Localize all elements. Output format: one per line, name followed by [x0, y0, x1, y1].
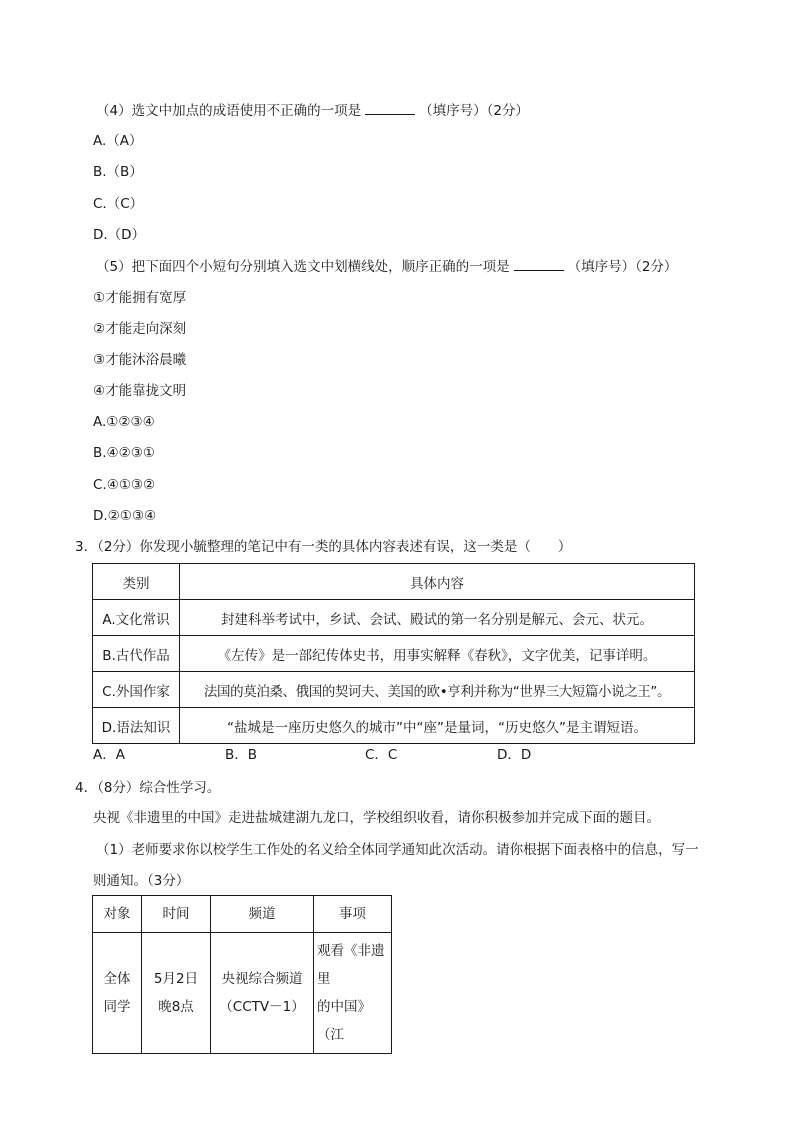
q4-intro: 央视《非遗里的中国》走进盐城建湖九龙口，学校组织收看，请你积极参加并完成下面的题目。	[93, 810, 660, 826]
q5-sentence-2: ②才能走向深刻	[93, 321, 187, 337]
cell-item	[314, 933, 392, 1054]
cell-line: 央视综合频道	[221, 971, 303, 987]
cell-line: 同学	[103, 999, 131, 1015]
header-category: 类别	[93, 564, 180, 600]
cell-line: 的中国》（江	[317, 999, 371, 1043]
q3-answer-b[interactable]: B．B	[225, 747, 258, 763]
q4-sub1-line1: （1）老师要求你以校学生工作处的名义给全体同学通知此次活动。请你根据下面表格中的信息，写一	[96, 842, 699, 858]
row-content: 封建科举考试中，乡试、会试、殿试的第一名分别是解元、会元、状元。	[180, 600, 695, 636]
header-target: 对象	[93, 896, 142, 933]
answer-blank[interactable]	[514, 256, 564, 271]
header-time: 时间	[142, 896, 211, 933]
row-category: B.古代作品	[93, 636, 180, 672]
table-row	[93, 600, 695, 636]
q5-option-d[interactable]: D.②①③④	[93, 508, 157, 524]
table-row	[93, 672, 695, 708]
q5-stem-suffix: （填序号）（2分）	[567, 259, 678, 275]
q3-answer-options	[93, 745, 531, 765]
cell-line: 晚8点	[158, 999, 194, 1015]
table-header-row	[93, 896, 392, 933]
cell-time	[142, 933, 211, 1054]
header-item: 事项	[314, 896, 392, 933]
q4-stem-text: （4）选文中加点的成语使用不正确的一项是	[96, 103, 362, 119]
q5-option-c[interactable]: C.④①③②	[93, 477, 156, 493]
row-category: D.语法知识	[93, 708, 180, 744]
row-category: A.文化常识	[93, 600, 180, 636]
q3-answer-a[interactable]: A．A	[93, 747, 125, 763]
table-header-row	[93, 564, 695, 600]
q5-stem	[96, 256, 677, 277]
q5-option-a[interactable]: A.①②③④	[93, 414, 155, 430]
activity-info-table	[92, 895, 392, 1054]
header-channel: 频道	[211, 896, 314, 933]
cell-channel	[211, 933, 314, 1054]
header-content: 具体内容	[180, 564, 695, 600]
q4-option-c[interactable]: C.（C）	[93, 196, 144, 212]
q5-sentence-1: ①才能拥有宽厚	[93, 290, 187, 306]
notes-table	[92, 563, 695, 744]
q4-option-d[interactable]: D.（D）	[93, 227, 146, 243]
q3-answer-d[interactable]: D．D	[497, 747, 532, 763]
table-row	[93, 636, 695, 672]
row-category: C.外国作家	[93, 672, 180, 708]
q3-stem: 3．（2分）你发现小毓整理的笔记中有一类的具体内容表述有误，这一类是（ ）	[75, 539, 572, 555]
cell-line: （CCTV－1）	[219, 999, 305, 1015]
row-content: 《左传》是一部纪传体史书，用事实解释《春秋》，文字优美，记事详明。	[180, 636, 695, 672]
table-row	[93, 933, 392, 1054]
q4-sub1-line2: 则通知。（3分）	[93, 873, 190, 889]
q4-option-a[interactable]: A.（A）	[93, 133, 143, 149]
cell-line: 观看《非遗里	[317, 943, 385, 987]
table-row	[93, 708, 695, 744]
answer-blank[interactable]	[365, 100, 415, 115]
q5-stem-text: （5）把下面四个小短句分别填入选文中划横线处，顺序正确的一项是	[96, 259, 510, 275]
q4-option-b[interactable]: B.（B）	[93, 164, 143, 180]
q5-sentence-3: ③才能沐浴晨曦	[93, 352, 187, 368]
cell-line: 全体	[103, 971, 131, 987]
q5-sentence-4: ④才能靠拢文明	[93, 383, 187, 399]
q4-stem	[96, 100, 529, 121]
q4-stem-suffix: （填序号）（2分）	[419, 103, 529, 119]
q4-main-stem: 4．（8分）综合性学习。	[75, 780, 221, 796]
q3-answer-c[interactable]: C．C	[365, 747, 398, 763]
cell-target	[93, 933, 142, 1054]
row-content: 法国的莫泊桑、俄国的契诃夫、美国的欧•亨利并称为“世界三大短篇小说之王”。	[180, 672, 695, 708]
q5-option-b[interactable]: B.④②③①	[93, 445, 155, 461]
cell-line: 5月2日	[153, 971, 199, 987]
row-content: “盐城是一座历史悠久的城市”中“座”是量词，“历史悠久”是主谓短语。	[180, 708, 695, 744]
